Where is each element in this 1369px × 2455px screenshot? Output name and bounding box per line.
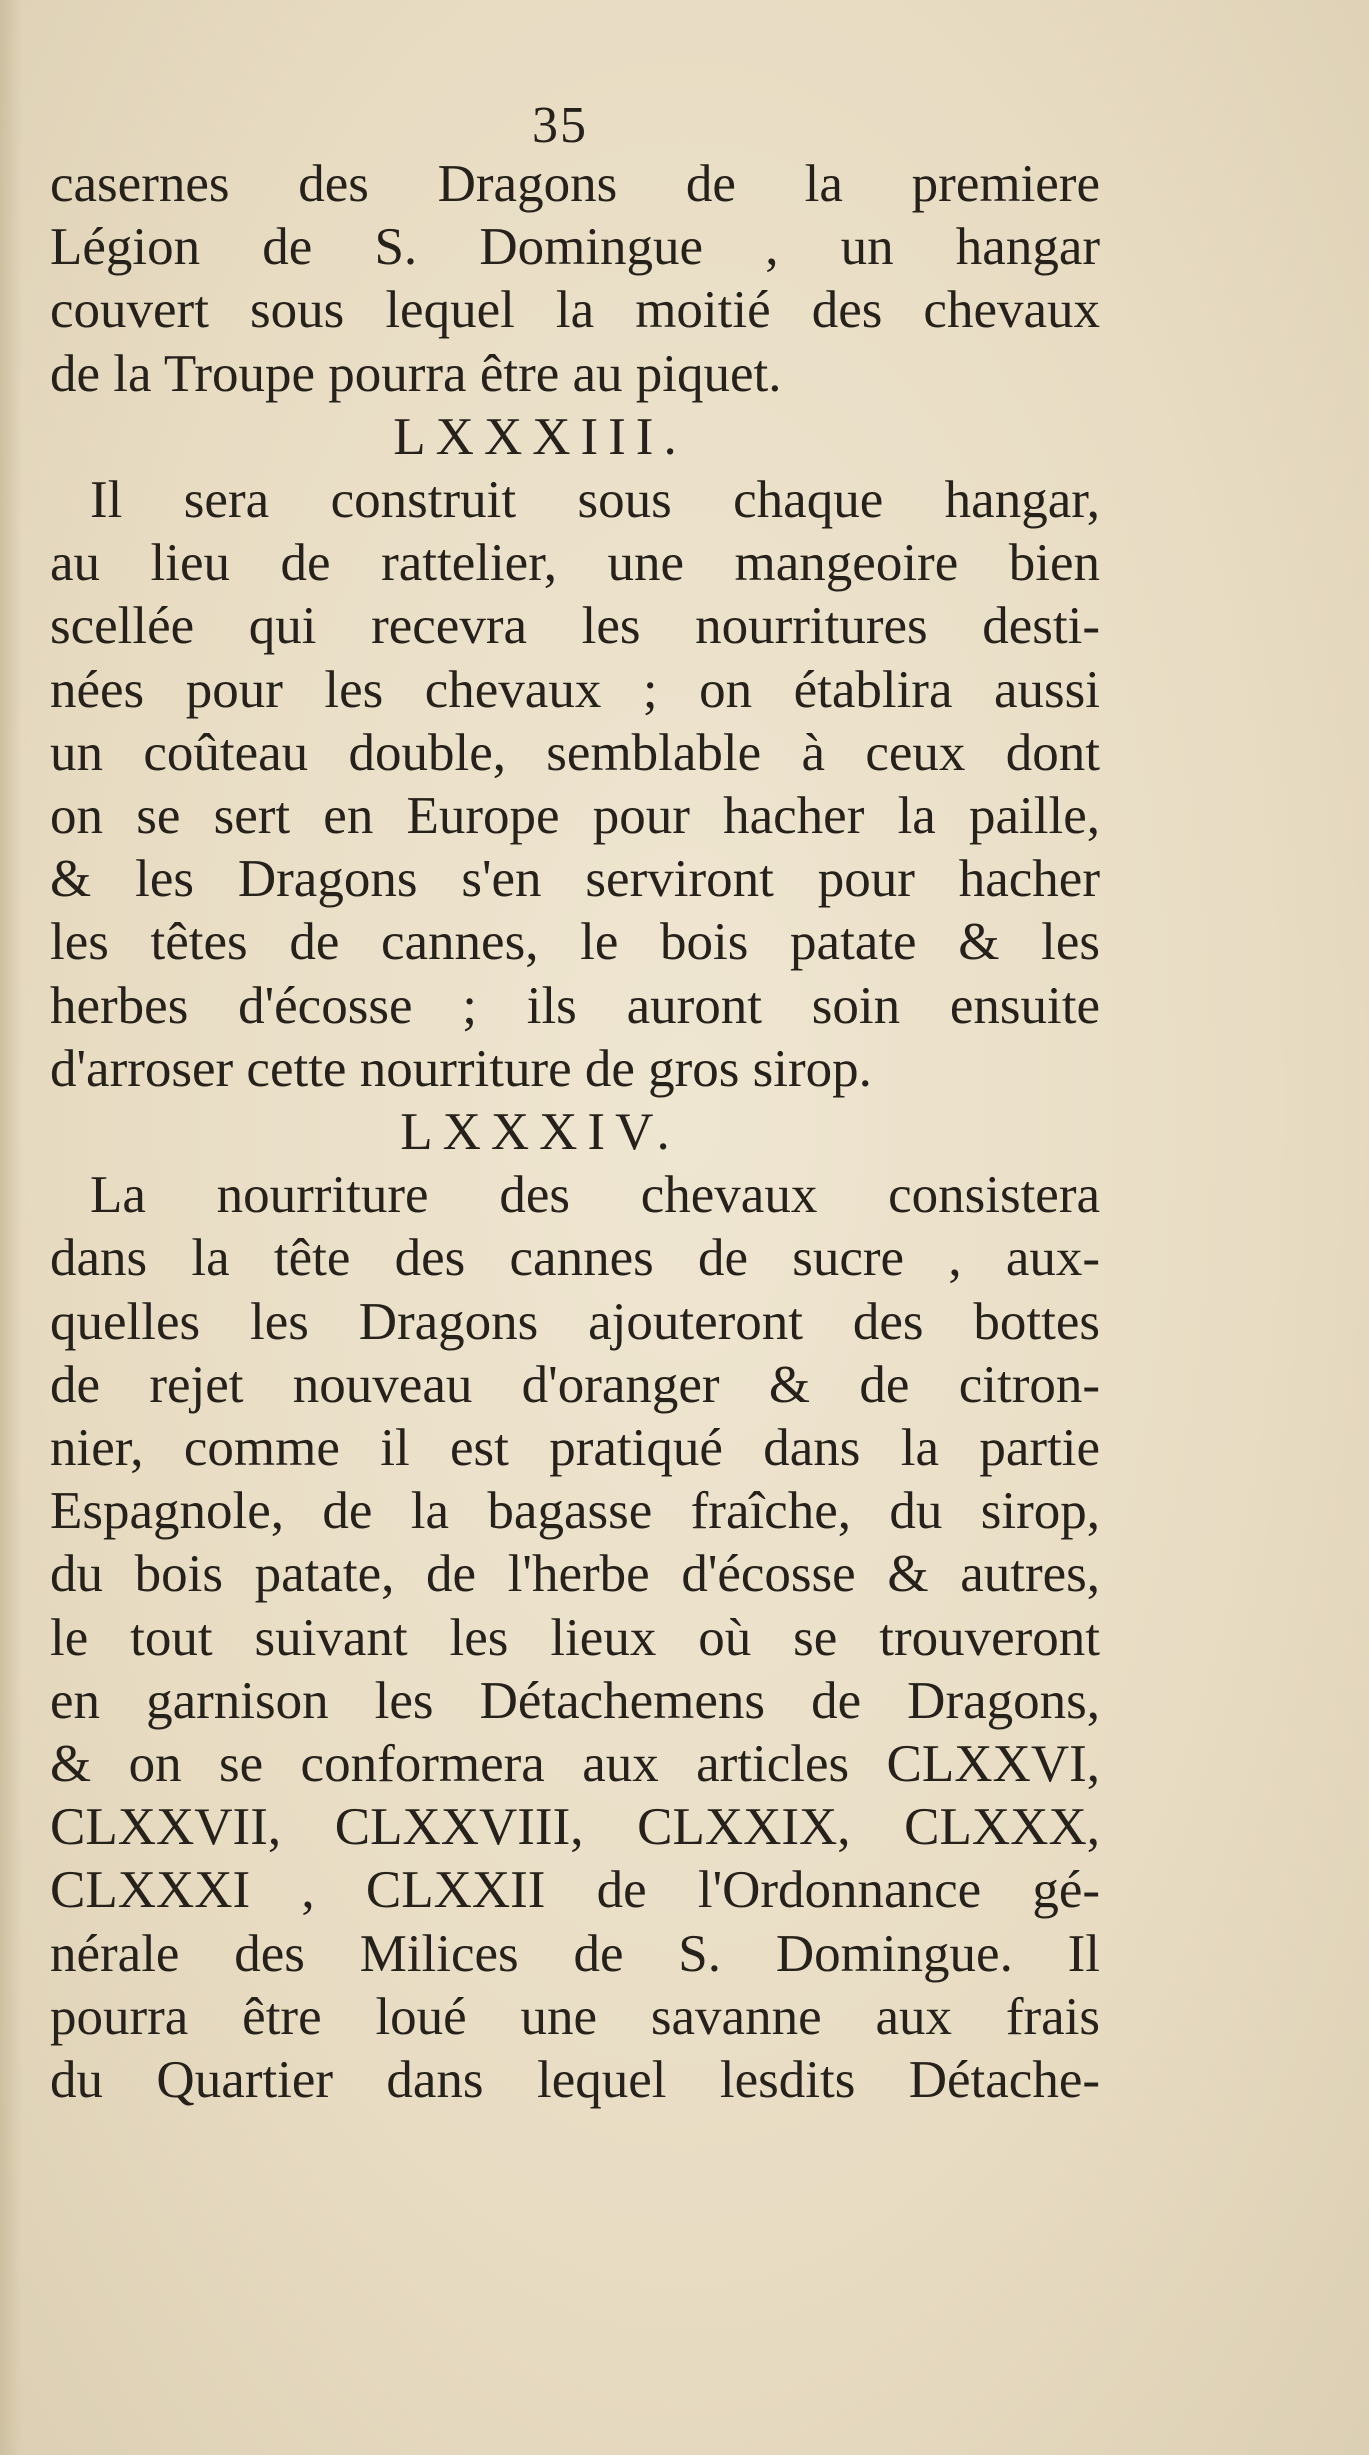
text-line: quelles les Dragons ajouteront des bottes xyxy=(50,1292,1100,1351)
text-line: couvert sous lequel la moitié des chevaux xyxy=(50,281,1100,340)
text-line: CLXXXI , CLXXII de l'Ordonnance gé- xyxy=(50,1861,1100,1920)
text-line: un coûteau double, semblable à ceux dont xyxy=(50,723,1100,782)
page-gutter-shadow xyxy=(0,0,22,2455)
body-text xyxy=(50,153,1100,2112)
text-line: du Quartier dans lequel lesdits Détache- xyxy=(50,2051,1100,2110)
text-line: scellée qui recevra les nourritures desti- xyxy=(50,597,1100,656)
text-line: & on se conformera aux articles CLXXVI, xyxy=(50,1735,1100,1794)
text-line: CLXXVII, CLXXVIII, CLXXIX, CLXXX, xyxy=(50,1798,1100,1857)
text-line: Espagnole, de la bagasse fraîche, du sirop, xyxy=(50,1482,1100,1541)
text-line: de la Troupe pourra être au piquet. xyxy=(50,344,782,403)
text-line: on se sert en Europe pour hacher la paille, xyxy=(50,787,1100,846)
text-line: pourra être loué une savanne aux frais xyxy=(50,1987,1100,2046)
text-line: de rejet nouveau d'oranger & de citron- xyxy=(50,1355,1100,1414)
text-line: nées pour les chevaux ; on établira aussi xyxy=(50,660,1100,719)
text-line: herbes d'écosse ; ils auront soin ensuite xyxy=(50,976,1100,1035)
text-line: d'arroser cette nourriture de gros sirop. xyxy=(50,1039,872,1098)
text-line: nérale des Milices de S. Domingue. Il xyxy=(50,1924,1100,1983)
text-line: en garnison les Détachemens de Dragons, xyxy=(50,1671,1100,1730)
article-heading-lxxxiii: LXXXIII. xyxy=(393,407,687,466)
text-line: nier, comme il est pratiqué dans la partie xyxy=(50,1419,1100,1478)
text-line: les têtes de cannes, le bois patate & les xyxy=(50,913,1100,972)
article-heading-lxxxiv: LXXXIV. xyxy=(400,1103,680,1162)
text-line: au lieu de rattelier, une mangeoire bien xyxy=(50,534,1100,593)
text-line: du bois patate, de l'herbe d'écosse & autres, xyxy=(50,1545,1100,1604)
text-line: & les Dragons s'en serviront pour hacher xyxy=(50,850,1100,909)
text-line: Légion de S. Domingue , un hangar xyxy=(50,218,1100,277)
text-line: La nourriture des chevaux consistera xyxy=(90,1166,1100,1225)
page-number: 35 xyxy=(532,97,588,154)
text-line: dans la tête des cannes de sucre , aux- xyxy=(50,1229,1100,1288)
text-line: casernes des Dragons de la premiere xyxy=(50,155,1100,213)
text-line: Il sera construit sous chaque hangar, xyxy=(90,471,1100,530)
text-line: le tout suivant les lieux où se trouveront xyxy=(50,1608,1100,1667)
